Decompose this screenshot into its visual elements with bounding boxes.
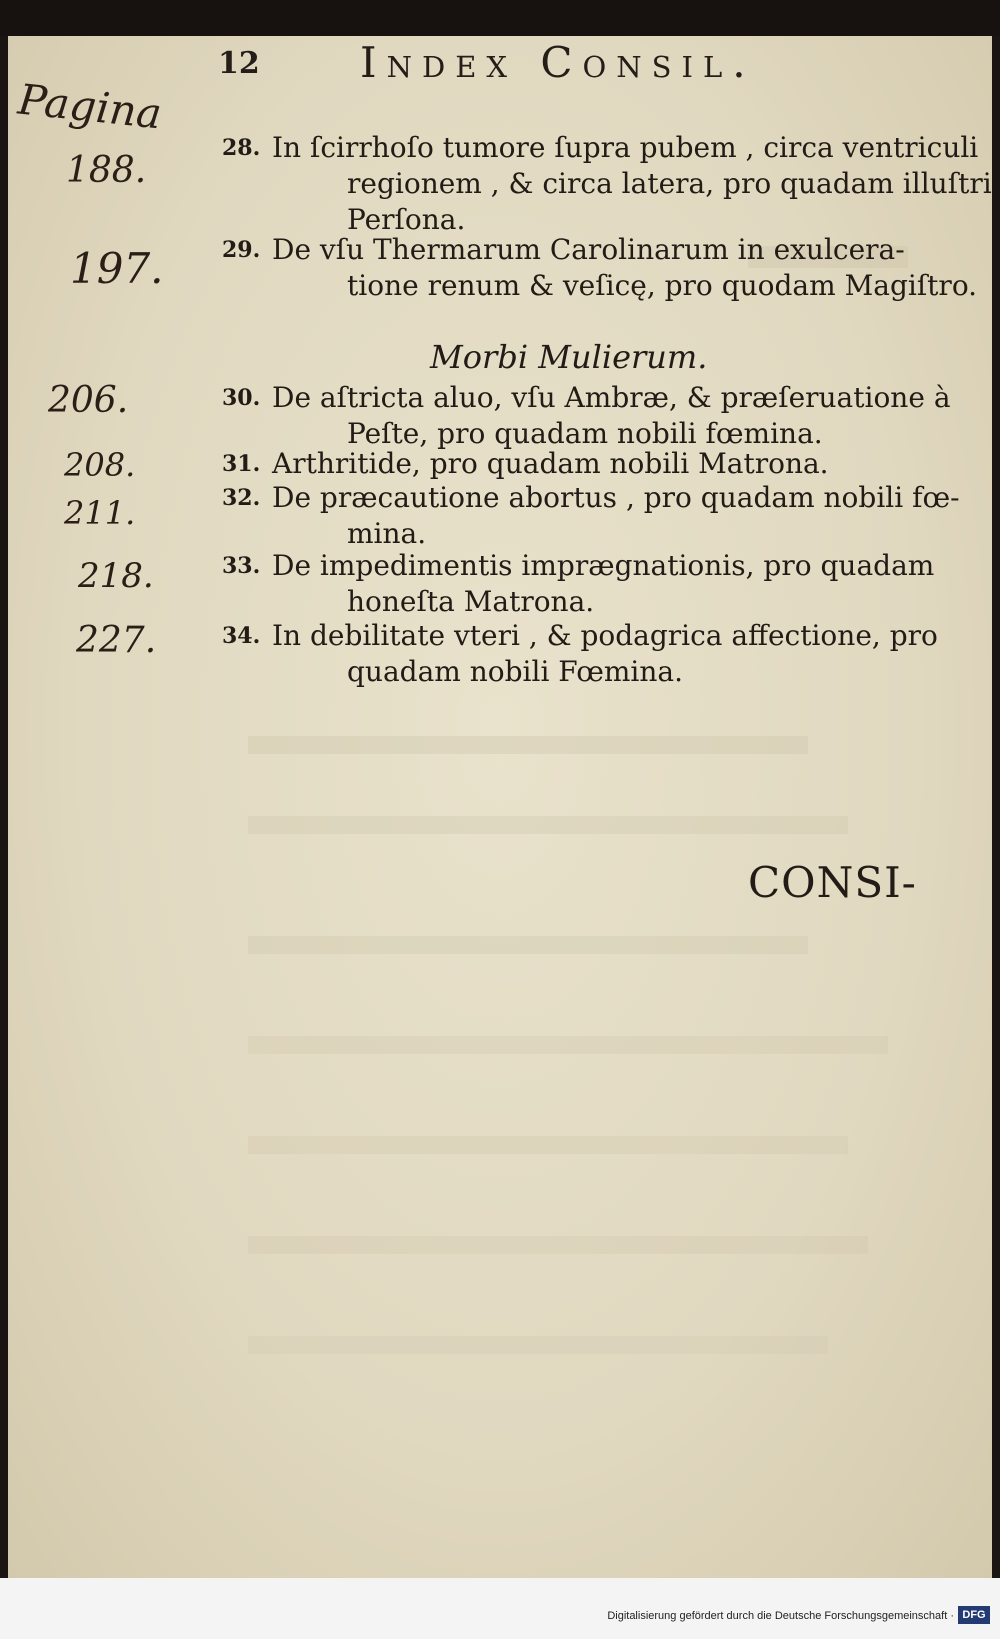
entry-number: 29. (222, 237, 261, 263)
bleed-through (248, 1136, 848, 1154)
entry-line: De præcautione abortus , pro quadam nobili fœ- (272, 481, 960, 514)
bleed-through (248, 816, 848, 834)
footer-credit: Digitalisierung gefördert durch die Deutsche Forschungsgemeinschaft · (607, 1610, 954, 1622)
entry-number: 33. (222, 553, 261, 579)
bleed-through (248, 1236, 868, 1254)
dfg-logo-icon: DFG (958, 1606, 990, 1624)
bleed-through (248, 736, 808, 754)
bleed-through (248, 1336, 828, 1354)
entry-line: mina. (347, 517, 427, 550)
entry-number: 34. (222, 623, 261, 649)
entry-line: honeſta Matrona. (347, 585, 595, 618)
catchword: CONSI- (748, 858, 917, 907)
entry-line: tione renum & veſicę, pro quodam Magiſtro. (347, 269, 978, 302)
entry-line: Perſona. (347, 203, 466, 236)
entry-number: 32. (222, 485, 261, 511)
entry-line: In ſcirrhoſo tumore ſupra pubem , circa ventriculi (272, 131, 979, 164)
section-heading: Morbi Mulierum. (430, 338, 708, 376)
margin-note-ref: 188. (66, 150, 147, 191)
margin-note-pagina: Pagina (15, 74, 164, 139)
entry-line: De aſtricta aluo, vſu Ambræ, & præſeruatione à (272, 381, 951, 414)
margin-note-ref: 206. (48, 380, 129, 421)
footer-bar (0, 1578, 1000, 1639)
entry-line: quadam nobili Fœmina. (347, 655, 684, 688)
entry-line: In debilitate vteri , & podagrica affectione, pro (272, 619, 938, 652)
margin-note-ref: 208. (64, 446, 136, 484)
entry-number: 28. (222, 135, 261, 161)
scan-top-edge (0, 0, 1000, 36)
page-title: Index Consil. (360, 38, 756, 87)
entry-number: 30. (222, 385, 261, 411)
entry-line: De impedimentis imprægnationis, pro quadam (272, 549, 935, 582)
entry-line: Peſte, pro quadam nobili fœmina. (347, 417, 823, 450)
margin-note-ref: 218. (78, 556, 154, 596)
entry-line: Arthritide, pro quadam nobili Matrona. (272, 447, 829, 480)
bleed-through (248, 936, 808, 954)
bleed-through (248, 1036, 888, 1054)
margin-note-ref: 211. (64, 494, 136, 532)
margin-note-ref: 197. (70, 244, 164, 293)
entry-line: regionem , & circa latera, pro quadam illuſtri (347, 167, 992, 200)
page-number: 12 (218, 46, 260, 81)
entry-number: 31. (222, 451, 261, 477)
entry-line: De vſu Thermarum Carolinarum in exulcera- (272, 233, 905, 266)
margin-note-ref: 227. (76, 620, 157, 661)
